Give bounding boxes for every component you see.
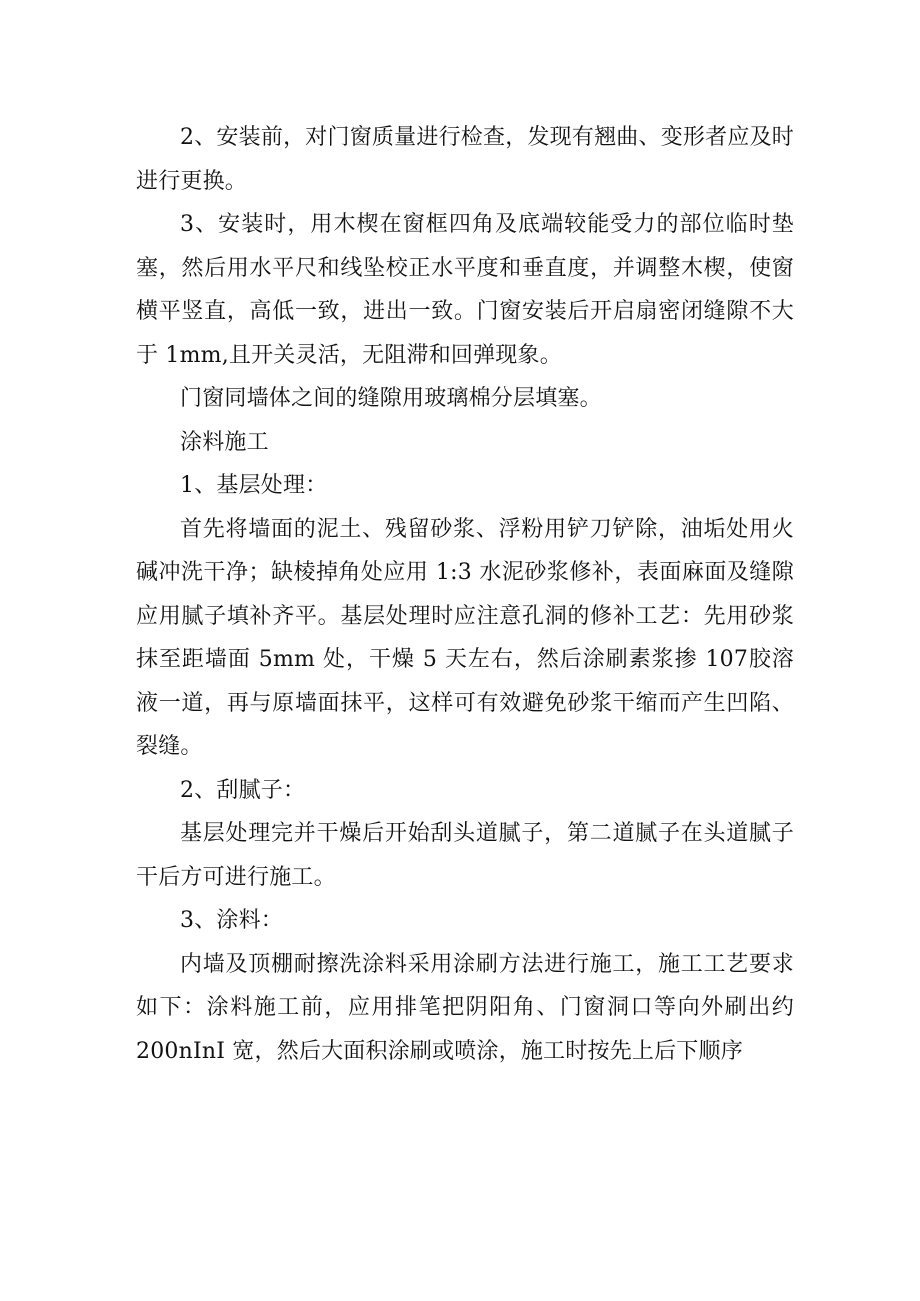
section-heading-painting: 涂料施工	[180, 429, 269, 455]
paragraph-base-treatment: 首先将墙面的泥土、残留砂浆、浮粉用铲刀铲除，油垢处用火碱冲洗干净；缺棱掉角处应用 1:3 水泥砂浆修补，表面麻面及缝隙应用腻子填补齐平。基层处理时应注意孔洞的修补工艺：先用砂浆抹至距墙面 5mm 处，干燥 5 天左右，然后涂刷素浆掺 107胶溶液一道，再与原墙面抹平，这样可有效避免砂浆干缩而产生凹陷、裂缝。	[136, 516, 794, 759]
paragraph-putty: 基层处理完并干燥后开始刮头道腻子，第二道腻子在头道腻子干后方可进行施工。	[136, 821, 794, 890]
subheading-putty: 2、刮腻子：	[180, 777, 306, 803]
subheading-base-treatment: 1、基层处理：	[180, 473, 328, 498]
paragraph-gap-filling: 门窗同墙体之间的缝隙用玻璃棉分层填塞。	[180, 386, 602, 411]
paragraph-window-installation: 3、安装时，用木楔在窗框四角及底端较能受力的部位临时垫塞，然后用水平尺和线坠校正水平度和垂直度，并调整木楔，使窗横平竖直，高低一致，进出一致。门窗安装后开启扇密闭缝隙不大于 1mm,且开关灵活，无阻滞和回弹现象。	[136, 212, 794, 368]
paragraph-window-inspection: 2、安装前，对门窗质量进行检查，发现有翘曲、变形者应及时进行更换。	[136, 125, 794, 194]
document-body	[136, 116, 794, 1073]
subheading-coating: 3、涂料：	[180, 908, 283, 933]
paragraph-coating: 内墙及顶棚耐擦洗涂料采用涂刷方法进行施工，施工工艺要求如下：涂料施工前，应用排笔把阴阳角、门窗洞口等向外刷出约 200nInI 宽，然后大面积涂刷或喷涂，施工时按先上后下顺序	[136, 951, 794, 1064]
